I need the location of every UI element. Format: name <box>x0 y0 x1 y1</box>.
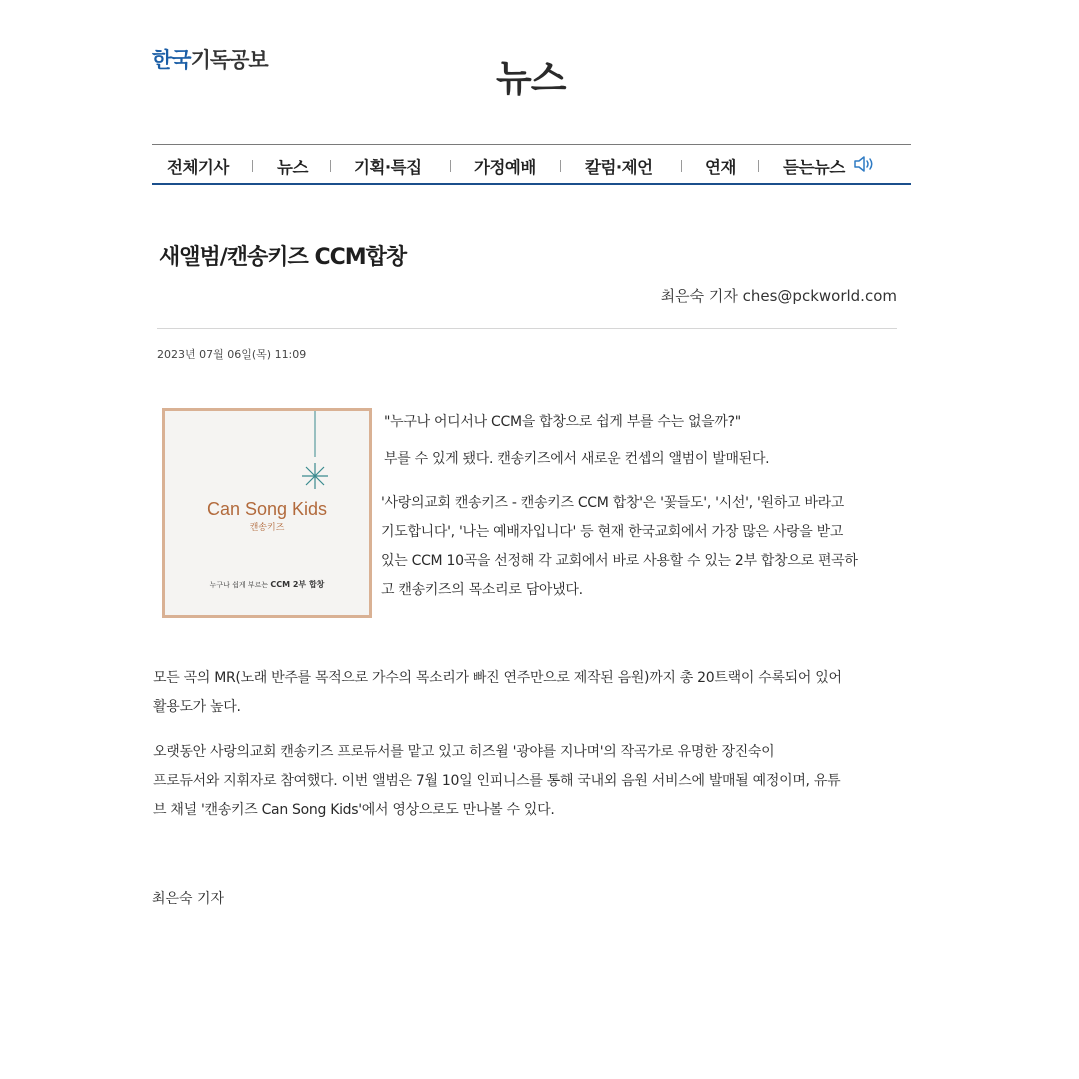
paragraph-line: 오랫동안 사랑의교회 캔송키즈 프로듀서를 맡고 있고 히즈윌 '광야를 지나며'의 작곡가로 유명한 장진숙이 <box>153 744 775 760</box>
nav-item-all-articles[interactable]: 전체기사 <box>167 158 229 177</box>
paragraph-line: 있는 CCM 10곡을 선정해 각 교회에서 바로 사용할 수 있는 2부 합창으로 편곡하 <box>381 553 858 569</box>
paragraph-line: 고 캔송키즈의 목소리로 담아냈다. <box>381 582 583 598</box>
star-ornament-icon <box>297 411 333 493</box>
article-reporter: 최은숙 기자 <box>152 891 225 907</box>
album-subtitle: 캔송키즈 <box>249 523 285 533</box>
logo-text-part1: 한국 <box>152 48 191 72</box>
nav-separator <box>560 160 561 172</box>
album-cover-image <box>162 408 372 618</box>
nav-item-features[interactable]: 기획·특집 <box>354 158 422 177</box>
logo-text-part2: 기독공보 <box>190 48 268 72</box>
album-caption-strong: CCM 2부 합창 <box>270 580 325 589</box>
nav-item-series[interactable]: 연재 <box>705 158 736 177</box>
header-divider <box>157 328 897 329</box>
paragraph-2 <box>153 664 842 722</box>
nav-separator <box>252 160 253 172</box>
paragraph-line: '사랑의교회 캔송키즈 - 캔송키즈 CCM 합창'은 '꽃들도', '시선', '원하고 바라고 <box>381 495 845 511</box>
nav-separator <box>758 160 759 172</box>
paragraph-1 <box>381 489 858 605</box>
nav-item-columns[interactable]: 칼럼·제언 <box>585 158 653 177</box>
speaker-icon[interactable] <box>853 154 875 174</box>
album-caption <box>165 579 369 590</box>
paragraph-line: 기도합니다', '나는 예배자입니다' 등 현재 한국교회에서 가장 많은 사랑을 받고 <box>381 524 844 540</box>
site-logo[interactable] <box>152 44 268 74</box>
paragraph-3 <box>153 738 840 825</box>
nav-separator <box>681 160 682 172</box>
nav-item-news[interactable]: 뉴스 <box>277 158 308 177</box>
nav-separator <box>330 160 331 172</box>
main-nav <box>152 144 911 185</box>
section-title: 뉴스 <box>496 57 566 100</box>
article-byline: 최은숙 기자 ches@pckworld.com <box>660 287 897 305</box>
nav-item-family-worship[interactable]: 가정예배 <box>474 158 536 177</box>
paragraph-line: 브 채널 '캔송키즈 Can Song Kids'에서 영상으로도 만나볼 수 있다. <box>153 802 555 818</box>
nav-separator <box>450 160 451 172</box>
paragraph-line: 활용도가 높다. <box>153 699 241 715</box>
article-intro: 부를 수 있게 됐다. 캔송키즈에서 새로운 컨셉의 앨범이 발매된다. <box>384 451 770 467</box>
album-caption-small: 누구나 쉽게 부르는 <box>209 581 269 589</box>
nav-item-audio-news[interactable]: 듣는뉴스 <box>783 158 845 177</box>
article-quote: "누구나 어디서나 CCM을 합창으로 쉽게 부를 수는 없을까?" <box>384 414 741 430</box>
paragraph-line: 프로듀서와 지휘자로 참여했다. 이번 앨범은 7월 10일 인피니스를 통해 국내외 음원 서비스에 발매될 예정이며, 유튜 <box>153 773 841 789</box>
article-date: 2023년 07월 06일(목) 11:09 <box>157 348 307 361</box>
paragraph-line: 모든 곡의 MR(노래 반주를 목적으로 가수의 목소리가 빠진 연주만으로 제작된 음원)까지 총 20트랙이 수록되어 있어 <box>153 670 842 686</box>
article-headline: 새앨범/캔송키즈 CCM합창 <box>159 245 407 270</box>
album-title: Can Song Kids <box>206 499 328 519</box>
